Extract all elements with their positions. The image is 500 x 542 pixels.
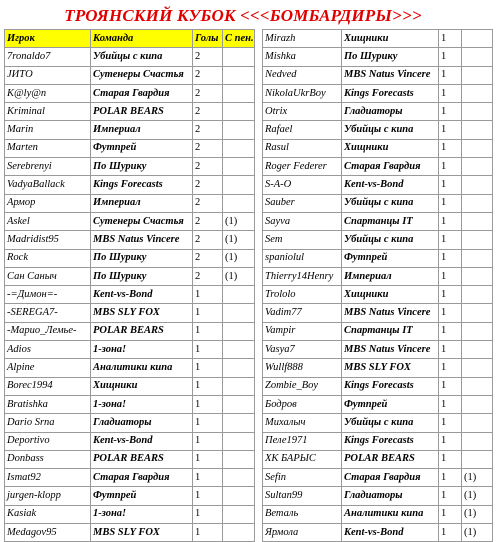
team-cell: POLAR BEARS [91,103,193,121]
player-cell: Армор [5,194,91,212]
penalty-cell [223,395,255,413]
penalty-cell [223,121,255,139]
goals-cell: 2 [193,84,223,102]
table-row [5,359,255,377]
goals-cell: 1 [439,322,462,340]
team-cell: MBS Natus Vincere [342,304,439,322]
goals-cell: 2 [193,249,223,267]
team-cell: Гладиаторы [91,414,193,432]
team-cell: Хищники [342,139,439,157]
table-row [263,432,493,450]
penalty-cell [462,176,493,194]
goals-cell: 1 [439,249,462,267]
goals-cell: 2 [193,48,223,66]
player-cell: Thierry14Henry [263,267,342,285]
team-cell: Kent-vs-Bond [342,176,439,194]
goals-cell: 1 [193,487,223,505]
player-cell: Rafael [263,121,342,139]
player-cell: Сан Саныч [5,267,91,285]
goals-cell: 1 [439,286,462,304]
player-cell: Mirazh [263,30,342,48]
penalty-cell [462,322,493,340]
player-cell: -=Димон=- [5,286,91,304]
table-row [5,176,255,194]
team-cell: 1-зона! [91,395,193,413]
team-cell: Империал [91,194,193,212]
goals-cell: 2 [193,267,223,285]
team-cell: MBS SLY FOX [91,524,193,542]
team-cell: MBS SLY FOX [342,359,439,377]
table-row [263,231,493,249]
table-row [263,377,493,395]
player-cell: spaniolul [263,249,342,267]
team-cell: POLAR BEARS [91,450,193,468]
goals-cell: 1 [193,414,223,432]
goals-cell: 1 [439,524,462,542]
team-cell: Гладиаторы [342,487,439,505]
scorers-left-body [5,48,255,542]
table-row [263,30,493,48]
player-cell: 7ronaldo7 [5,48,91,66]
goals-cell: 1 [439,304,462,322]
player-cell: Marin [5,121,91,139]
penalty-cell [223,194,255,212]
table-row [5,304,255,322]
team-cell: Убийцы с кипа [342,231,439,249]
penalty-cell [223,377,255,395]
penalty-cell [462,103,493,121]
table-row [5,377,255,395]
table-row [5,66,255,84]
player-cell: Dario Srna [5,414,91,432]
penalty-cell: (1) [462,487,493,505]
table-row [5,48,255,66]
goals-cell: 2 [193,212,223,230]
scorers-right-body [263,30,493,542]
player-cell: Sauber [263,194,342,212]
team-cell: Убийцы с кипа [342,121,439,139]
penalty-cell [223,359,255,377]
table-row [263,48,493,66]
team-cell: Хищники [342,286,439,304]
player-cell: S-A-O [263,176,342,194]
page-title: ТРОЯНСКИЙ КУБОК <<<БОМБАРДИРЫ>>> [64,6,422,25]
goals-cell: 1 [439,267,462,285]
table-row [263,469,493,487]
penalty-cell [462,341,493,359]
goals-cell: 1 [193,395,223,413]
goals-cell: 1 [193,341,223,359]
team-cell: Гладиаторы [342,103,439,121]
penalty-cell: (1) [462,505,493,523]
table-row [5,267,255,285]
goals-cell: 1 [193,286,223,304]
penalty-cell [223,505,255,523]
header-player: Игрок [5,30,91,48]
goals-cell: 1 [439,432,462,450]
team-cell: Старая Гвардия [342,469,439,487]
player-cell: Sayva [263,212,342,230]
goals-cell: 1 [193,359,223,377]
penalty-cell [462,432,493,450]
goals-cell: 1 [439,231,462,249]
player-cell: Kriminal [5,103,91,121]
goals-cell: 1 [193,322,223,340]
player-cell: Sultan99 [263,487,342,505]
penalty-cell [462,304,493,322]
player-cell: Бодров [263,395,342,413]
team-cell: Kings Forecasts [91,176,193,194]
penalty-cell [462,212,493,230]
player-cell: Kasiak [5,505,91,523]
table-row [5,84,255,102]
player-cell: Bratishka [5,395,91,413]
table-row [263,194,493,212]
penalty-cell [223,524,255,542]
table-row [5,505,255,523]
penalty-cell [223,139,255,157]
goals-cell: 1 [439,30,462,48]
header-team: Команда [91,30,193,48]
penalty-cell [223,48,255,66]
table-row [5,432,255,450]
penalty-cell [462,121,493,139]
goals-cell: 1 [439,194,462,212]
goals-cell: 1 [439,121,462,139]
penalty-cell [223,414,255,432]
player-cell: Donbass [5,450,91,468]
table-row [263,121,493,139]
team-cell: POLAR BEARS [342,450,439,468]
table-row [263,322,493,340]
player-cell: Madridist95 [5,231,91,249]
table-row [5,103,255,121]
penalty-cell [462,66,493,84]
table-row [263,267,493,285]
penalty-cell: (1) [462,524,493,542]
penalty-cell [462,450,493,468]
team-cell: Хищники [342,30,439,48]
penalty-cell [462,395,493,413]
header-row [5,30,255,48]
table-row [5,395,255,413]
penalty-cell [462,377,493,395]
penalty-cell [462,139,493,157]
team-cell: POLAR BEARS [91,322,193,340]
table-row [263,450,493,468]
player-cell: Ярмола [263,524,342,542]
player-cell: Askel [5,212,91,230]
goals-cell: 1 [439,48,462,66]
team-cell: Kings Forecasts [342,84,439,102]
player-cell: ЈИТО [5,66,91,84]
team-cell: Спартанцы IT [342,212,439,230]
team-cell: По Шурику [91,267,193,285]
team-cell: MBS SLY FOX [91,304,193,322]
team-cell: 1-зона! [91,341,193,359]
goals-cell: 1 [193,505,223,523]
goals-cell: 1 [439,487,462,505]
goals-cell: 2 [193,158,223,176]
goals-cell: 1 [439,66,462,84]
table-row [263,524,493,542]
table-row [263,212,493,230]
team-cell: MBS Natus Vincere [342,341,439,359]
table-row [5,524,255,542]
penalty-cell [462,286,493,304]
penalty-cell [462,48,493,66]
penalty-cell [462,194,493,212]
player-cell: Medagov95 [5,524,91,542]
team-cell: Сутенеры Счастья [91,66,193,84]
goals-cell: 1 [439,176,462,194]
table-row [263,395,493,413]
player-cell: Alpine [5,359,91,377]
player-cell: Adios [5,341,91,359]
player-cell: Rasul [263,139,342,157]
penalty-cell [223,487,255,505]
table-row [263,341,493,359]
player-cell: Otrix [263,103,342,121]
team-cell: Футпрей [91,139,193,157]
penalty-cell: (1) [223,231,255,249]
player-cell: Пеле1971 [263,432,342,450]
table-row [5,139,255,157]
penalty-cell [223,176,255,194]
penalty-cell [223,84,255,102]
table-row [5,414,255,432]
player-cell: Rock [5,249,91,267]
goals-cell: 1 [439,359,462,377]
penalty-cell [462,231,493,249]
player-cell: Sefin [263,469,342,487]
player-cell: -SEREGA7- [5,304,91,322]
player-cell: Trololo [263,286,342,304]
header-pen: С пен. [223,30,255,48]
team-cell: Футпрей [342,395,439,413]
penalty-cell: (1) [223,212,255,230]
player-cell: Vadim77 [263,304,342,322]
team-cell: По Шурику [342,48,439,66]
table-row [263,359,493,377]
penalty-cell [223,341,255,359]
team-cell: MBS Natus Vincere [91,231,193,249]
goals-cell: 1 [193,377,223,395]
goals-cell: 1 [439,377,462,395]
table-row [263,103,493,121]
player-cell: Marten [5,139,91,157]
table-row [263,505,493,523]
team-cell: Империал [342,267,439,285]
player-cell: Веталь [263,505,342,523]
team-cell: Kent-vs-Bond [91,286,193,304]
team-cell: Kent-vs-Bond [342,524,439,542]
penalty-cell [223,450,255,468]
goals-cell: 1 [439,505,462,523]
team-cell: По Шурику [91,158,193,176]
team-cell: Старая Гвардия [91,469,193,487]
goals-cell: 1 [193,524,223,542]
goals-cell: 1 [439,469,462,487]
team-cell: Kings Forecasts [342,377,439,395]
player-cell: NikolaUkrBoy [263,84,342,102]
penalty-cell [223,469,255,487]
table-row [263,304,493,322]
goals-cell: 1 [439,139,462,157]
goals-cell: 1 [439,341,462,359]
goals-cell: 1 [439,395,462,413]
goals-cell: 2 [193,231,223,249]
table-row [263,84,493,102]
goals-cell: 1 [439,84,462,102]
penalty-cell: (1) [462,469,493,487]
penalty-cell [462,414,493,432]
team-cell: Сутенеры Счастья [91,212,193,230]
penalty-cell [462,158,493,176]
goals-cell: 1 [439,450,462,468]
team-cell: Убийцы с кипа [342,194,439,212]
table-row [5,212,255,230]
team-cell: Kent-vs-Bond [91,432,193,450]
penalty-cell [462,359,493,377]
player-cell: -Марио_Лемье- [5,322,91,340]
penalty-cell [223,66,255,84]
player-cell: Deportivo [5,432,91,450]
team-cell: Империал [91,121,193,139]
team-cell: Убийцы с кипа [91,48,193,66]
penalty-cell [462,267,493,285]
table-row [5,341,255,359]
goals-cell: 1 [193,450,223,468]
team-cell: 1-зона! [91,505,193,523]
table-row [5,158,255,176]
penalty-cell [462,30,493,48]
goals-cell: 2 [193,103,223,121]
penalty-cell [223,432,255,450]
player-cell: Zombie_Boy [263,377,342,395]
player-cell: Ismat92 [5,469,91,487]
table-row [5,249,255,267]
player-cell: Mishka [263,48,342,66]
table-row [263,66,493,84]
player-cell: Sem [263,231,342,249]
table-row [263,414,493,432]
penalty-cell [223,103,255,121]
team-cell: Старая Гвардия [91,84,193,102]
penalty-cell [223,158,255,176]
penalty-cell [223,304,255,322]
table-row [263,176,493,194]
goals-cell: 1 [439,212,462,230]
goals-cell: 2 [193,121,223,139]
goals-cell: 1 [193,304,223,322]
player-cell: K@ly@n [5,84,91,102]
player-cell: jurgen-klopp [5,487,91,505]
goals-cell: 1 [193,469,223,487]
goals-cell: 2 [193,176,223,194]
penalty-cell: (1) [223,267,255,285]
player-cell: VadyaBallack [5,176,91,194]
team-cell: Футпрей [91,487,193,505]
team-cell: Аналитики кипа [91,359,193,377]
player-cell: Serebrenyi [5,158,91,176]
player-cell: Vampir [263,322,342,340]
team-cell: Спартанцы IT [342,322,439,340]
team-cell: Аналитики кипа [342,505,439,523]
team-cell: Хищники [91,377,193,395]
table-row [5,469,255,487]
penalty-cell [462,249,493,267]
goals-cell: 1 [439,103,462,121]
goals-cell: 1 [439,158,462,176]
header-goals: Голы [193,30,223,48]
scorers-table-right [262,29,493,542]
penalty-cell [462,84,493,102]
table-row [5,487,255,505]
team-cell: MBS Natus Vincere [342,66,439,84]
table-row [5,194,255,212]
team-cell: Kings Forecasts [342,432,439,450]
goals-cell: 2 [193,139,223,157]
player-cell: Михалыч [263,414,342,432]
table-row [5,121,255,139]
player-cell: Wullf888 [263,359,342,377]
table-row [263,286,493,304]
goals-cell: 2 [193,66,223,84]
table-row [263,249,493,267]
player-cell: Nedved [263,66,342,84]
team-cell: По Шурику [91,249,193,267]
goals-cell: 1 [439,414,462,432]
player-cell: Vasya7 [263,341,342,359]
goals-cell: 1 [193,432,223,450]
table-row [263,139,493,157]
team-cell: Старая Гвардия [342,158,439,176]
team-cell: Футпрей [342,249,439,267]
penalty-cell: (1) [223,249,255,267]
table-row [263,487,493,505]
table-row [5,286,255,304]
table-row [5,231,255,249]
player-cell: Borec1994 [5,377,91,395]
goals-cell: 2 [193,194,223,212]
penalty-cell [223,322,255,340]
player-cell: Roger Federer [263,158,342,176]
table-row [5,322,255,340]
team-cell: Убийцы с кипа [342,414,439,432]
table-row [263,158,493,176]
player-cell: ХК БАРЫС [263,450,342,468]
table-row [5,450,255,468]
scorers-table-left [4,29,255,542]
penalty-cell [223,286,255,304]
